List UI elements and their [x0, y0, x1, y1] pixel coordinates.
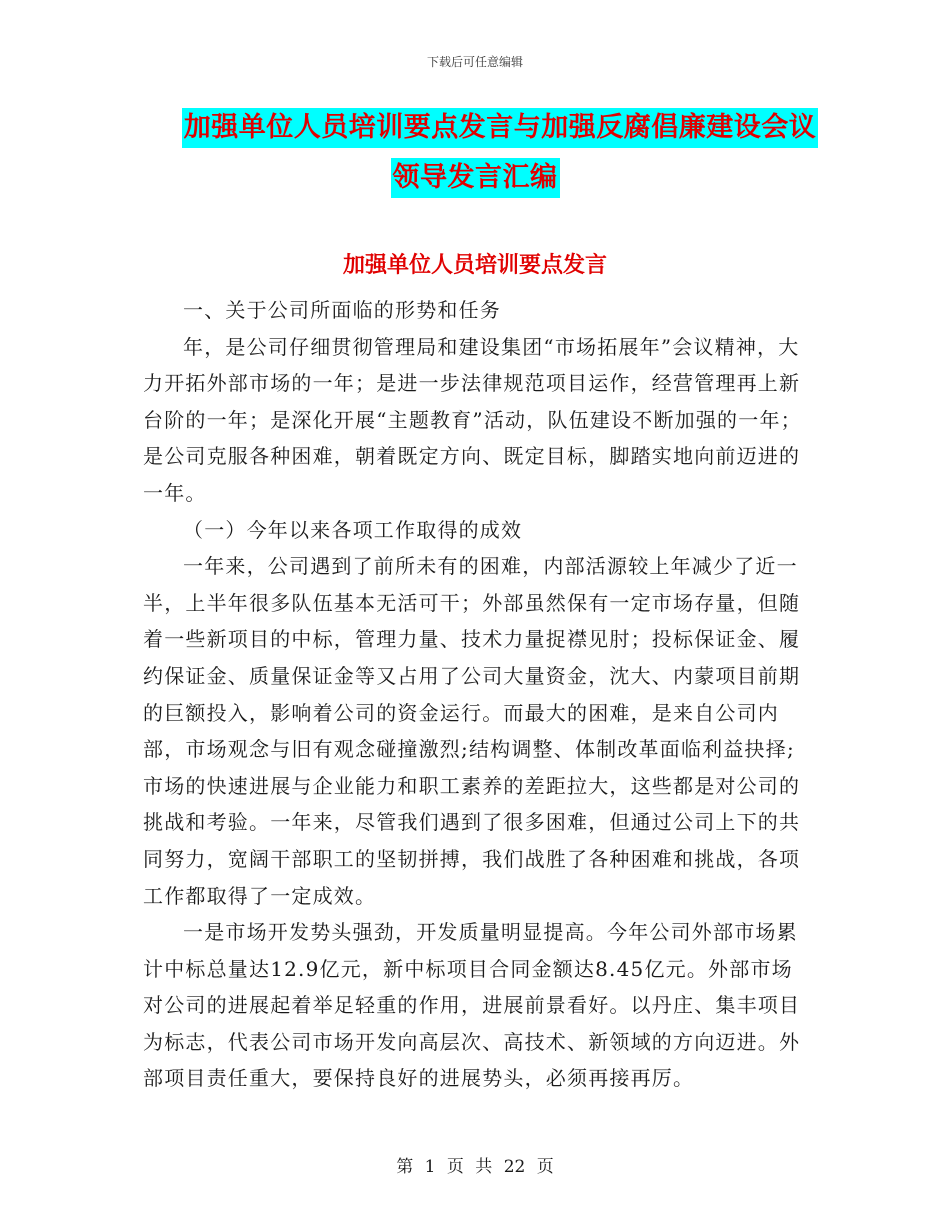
- header-note: 下载后可任意编辑: [426, 55, 523, 69]
- paragraph: 年，是公司仔细贯彻管理局和建设集团“市场拓展年”会议精神，大力开拓外部市场的一年；是进一步法律规范项目运作，经营管理再上新台阶的一年；是深化开展“主题教育”活动，队伍建设不断加强的一年；是公司克服各种困难，朝着既定方向、既定目标，脚踏实地向前迈进的一年。: [143, 334, 802, 505]
- paragraph: 一是市场开发势头强劲，开发质量明显提高。今年公司外部市场累计中标总量达12.9亿元，新中标项目合同金额达8.45亿元。外部市场对公司的进展起着举足轻重的作用，进展前景看好。以丹庄、集丰项目为标志，代表公司市场开发向高层次、高技术、新领域的方向迈进。外部项目责任重大，要保持良好的进展势头，必须再接再厉。: [143, 920, 801, 1091]
- title-line-1: 加强单位人员培训要点发言与加强反腐倡廉建设会议: [182, 108, 819, 148]
- title-line-2: 领导发言汇编: [391, 158, 560, 198]
- paragraph: （一）今年以来各项工作取得的成效: [183, 517, 523, 542]
- document-body: [143, 292, 813, 1097]
- paragraph: 一、关于公司所面临的形势和任务: [183, 298, 501, 322]
- section-heading: 加强单位人员培训要点发言: [342, 252, 607, 278]
- paragraph: 一年来，公司遇到了前所未有的困难，内部活源较上年减少了近一半，上半年很多队伍基本无活可干；外部虽然保有一定市场存量，但随着一些新项目的中标，管理力量、技术力量捉襟见肘；投标保证金、履约保证金、质量保证金等又占用了公司大量资金，沈大、内蒙项目前期的巨额投入，影响着公司的资金运行。而最大的困难，是来自公司内部，市场观念与旧有观念碰撞激烈;结构调整、体制改革面临利益抉择;市场的快速进展与企业能力和职工素养的差距拉大，这些都是对公司的挑战和考验。一年来，尽管我们遇到了很多困难，但通过公司上下的共同努力，宽阔干部职工的坚韧拼搏，我们战胜了各种困难和挑战，各项工作都取得了一定成效。: [143, 554, 801, 908]
- page-footer: 第 1 页 共 22 页: [396, 1157, 554, 1177]
- document-title: [0, 108, 950, 202]
